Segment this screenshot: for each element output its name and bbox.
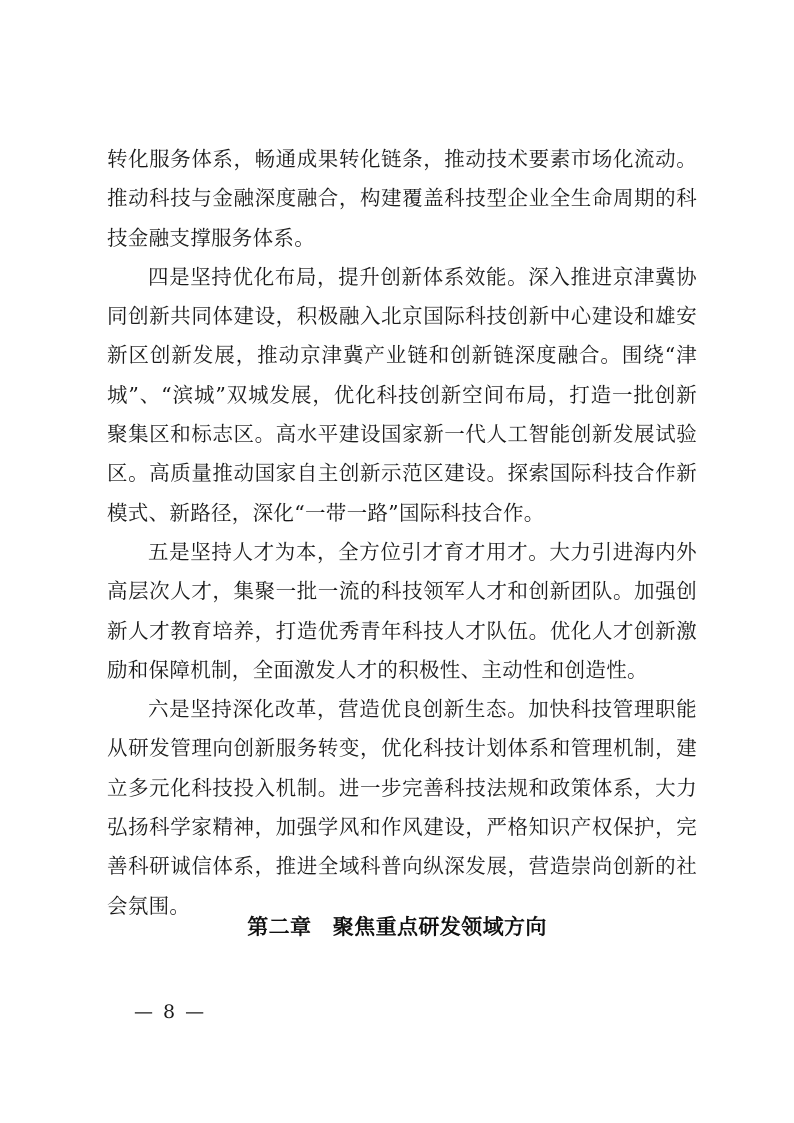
page-number: — 8 — [134, 1001, 207, 1023]
paragraph-reform: 六是坚持深化改革，营造优良创新生态。加快科技管理职能从研发管理向创新服务转变，优化科技计划体系和管理机制，建立多元化科技投入机制。进一步完善科技法规和政策体系，大力弘扬科学家精神，加强学风和作风建设，严格知识产权保护，完善科研诚信体系，推进全域科普向纵深发展，营造崇尚创新的社会氛围。 [107, 697, 697, 918]
body-text [107, 140, 697, 926]
paragraph-optimize-layout: 四是坚持优化布局，提升创新体系效能。深入推进京津冀协同创新共同体建设，积极融入北京国际科技创新中心建设和雄安新区创新发展，推动京津冀产业链和创新链深度融合。围绕“津城”、“滨城”双城发展，优化科技创新空间布局，打造一批创新聚集区和标志区。高水平建设国家新一代人工智能创新发展试验区。高质量推动国家自主创新示范区建设。探索国际科技合作新模式、新路径，深化“一带一路”国际科技合作。 [107, 264, 697, 525]
chapter-title: 第二章 聚焦重点研发领域方向 [247, 915, 547, 939]
paragraph-tech-finance: 转化服务体系，畅通成果转化链条，推动技术要素市场化流动。推动科技与金融深度融合，构建覆盖科技型企业全生命周期的科技金融支撑服务体系。 [107, 147, 697, 250]
paragraph-talent: 五是坚持人才为本，全方位引才育才用才。大力引进海内外高层次人才，集聚一批一流的科技领军人才和创新团队。加强创新人才教育培养，打造优秀青年科技人才队伍。优化人才创新激励和保障机制，全面激发人才的积极性、主动性和创造性。 [107, 539, 697, 682]
